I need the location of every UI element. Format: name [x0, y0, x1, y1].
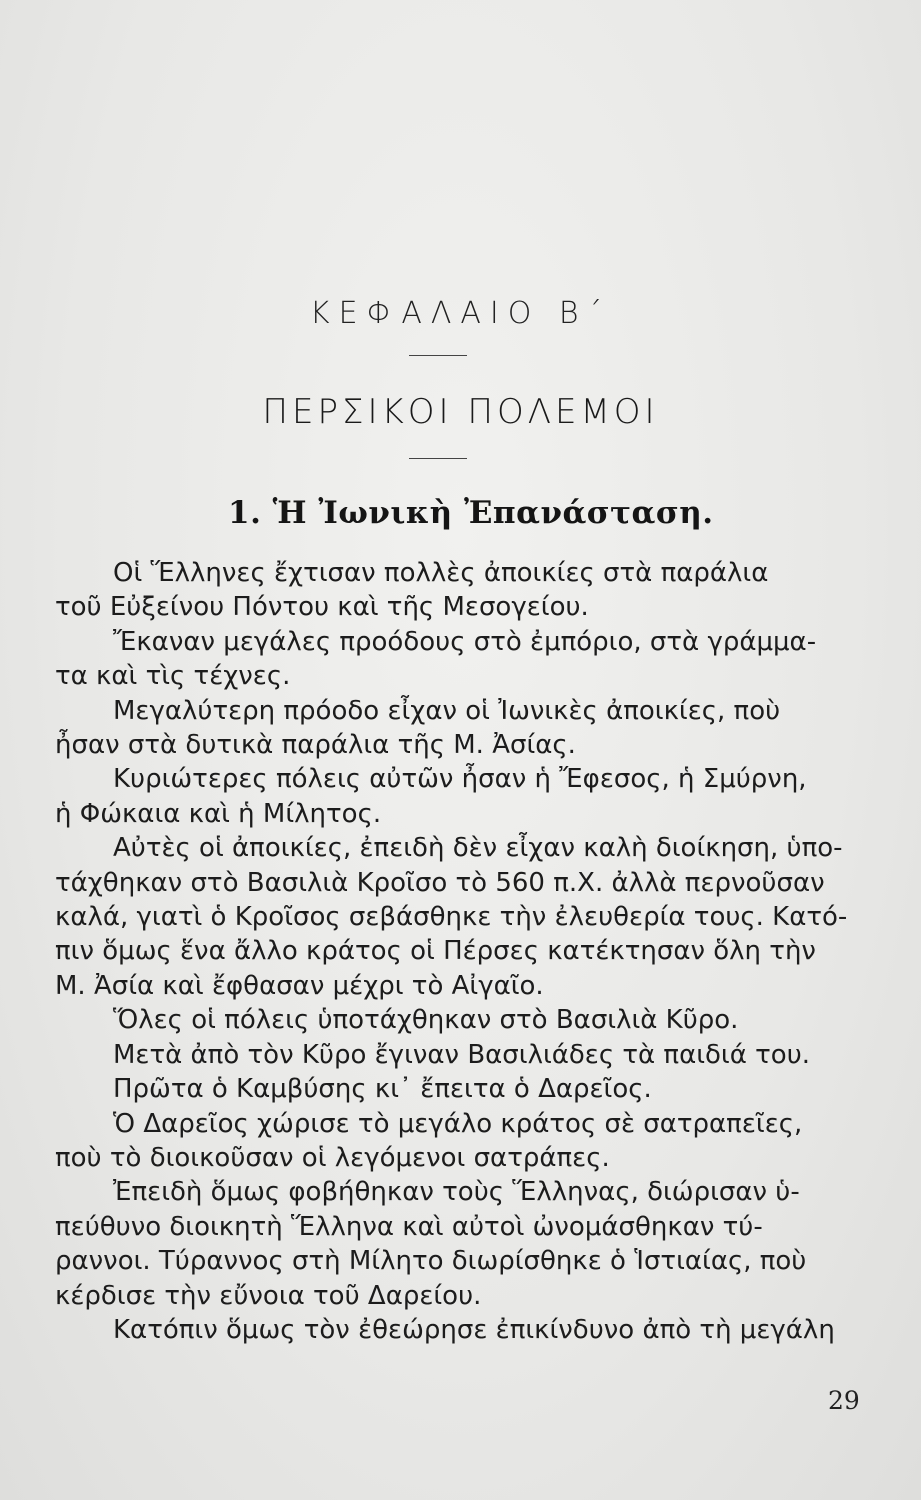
text-line: ποὺ τὸ διοικοῦσαν οἱ λεγόμενοι σατράπες. — [55, 1142, 610, 1173]
text-line: Πρῶτα ὁ Καμβύσης κι᾽ ἔπειτα ὁ Δαρεῖος. — [113, 1074, 652, 1105]
text-line: Ὅλες οἱ πόλεις ὑποτάχθηκαν στὸ Βασιλιὰ Κῦρο. — [113, 1005, 739, 1036]
text-line: Οἱ Ἕλληνες ἔχτισαν πολλὲς ἀποικίες στὰ παράλια — [113, 558, 769, 588]
text-line: τα καὶ τὶς τέχνες. — [55, 661, 291, 692]
chapter-label: ΚΕΦΑΛΑΙΟ Β΄ — [309, 296, 612, 331]
text-line: Μετὰ ἀπὸ τὸν Κῦρο ἔγιναν Βασιλιάδες τὰ παιδιά του. — [113, 1039, 810, 1070]
text-line: κέρδισε τὴν εὔνοια τοῦ Δαρείου. — [55, 1280, 482, 1311]
text-line: Κυριώτερες πόλεις αὐτῶν ἦσαν ἡ Ἔφεσος, ἡ Σμύρνη, — [113, 764, 807, 795]
text-line: ἡ Φώκαια καὶ ἡ Μίλητος. — [55, 798, 382, 829]
text-line: ἦσαν στὰ δυτικὰ παράλια τῆς Μ. Ἀσίας. — [55, 730, 576, 761]
text-line: ραννοι. Τύραννος στὴ Μίλητο διωρίσθηκε ὁ Ἱστιαίας, ποὺ — [55, 1246, 807, 1277]
text-line: πιν ὅμως ἕνα ἄλλο κράτος οἱ Πέρσες κατέκτησαν ὅλη τὴν — [55, 936, 816, 967]
bottom-divider — [409, 458, 467, 459]
text-line: Αὐτὲς οἱ ἀποικίες, ἐπειδὴ δὲν εἶχαν καλὴ διοίκηση, ὑπο- — [113, 833, 843, 864]
top-divider — [409, 355, 467, 356]
text-line: Ἐπειδὴ ὅμως φοβήθηκαν τοὺς Ἕλληνας, διώρισαν ὑ- — [113, 1177, 800, 1208]
text-line: τοῦ Εὐξείνου Πόντου καὶ τῆς Μεσογείου. — [55, 592, 589, 623]
text-line: πεύθυνο διοικητὴ Ἕλληνα καὶ αὐτοὶ ὠνομάσθηκαν τύ- — [55, 1211, 763, 1242]
page-number: 29 — [828, 1386, 860, 1415]
text-line: καλά, γιατὶ ὁ Κροῖσος σεβάσθηκε τὴν ἐλευθερία τους. Κατό- — [55, 902, 848, 933]
text-line: Ἔκαναν μεγάλες προόδους στὸ ἐμπόριο, στὰ γράμμα- — [113, 626, 817, 657]
text-line: Ὁ Δαρεῖος χώρισε τὸ μεγάλο κράτος σὲ σατραπεῖες, — [113, 1108, 803, 1139]
text-line: Μ. Ἀσία καὶ ἔφθασαν μέχρι τὸ Αἰγαῖο. — [55, 970, 544, 1001]
text-line: τάχθηκαν στὸ Βασιλιὰ Κροῖσο τὸ 560 π.Χ. ἀλλὰ περνοῦσαν — [55, 867, 825, 898]
text-line: Κατόπιν ὅμως τὸν ἐθεώρησε ἐπικίνδυνο ἀπὸ τὴ μεγάλη — [113, 1314, 835, 1345]
section-heading: 1. Ἡ Ἰωνικὴ Ἐπανάσταση. — [228, 495, 714, 531]
chapter-title: ΠΕΡΣΙΚΟΙ ΠΟΛΕΜΟΙ — [262, 392, 659, 432]
text-line: Μεγαλύτερη πρόοδο εἶχαν οἱ Ἰωνικὲς ἀποικίες, ποὺ — [113, 695, 781, 726]
body-text — [55, 556, 860, 1347]
